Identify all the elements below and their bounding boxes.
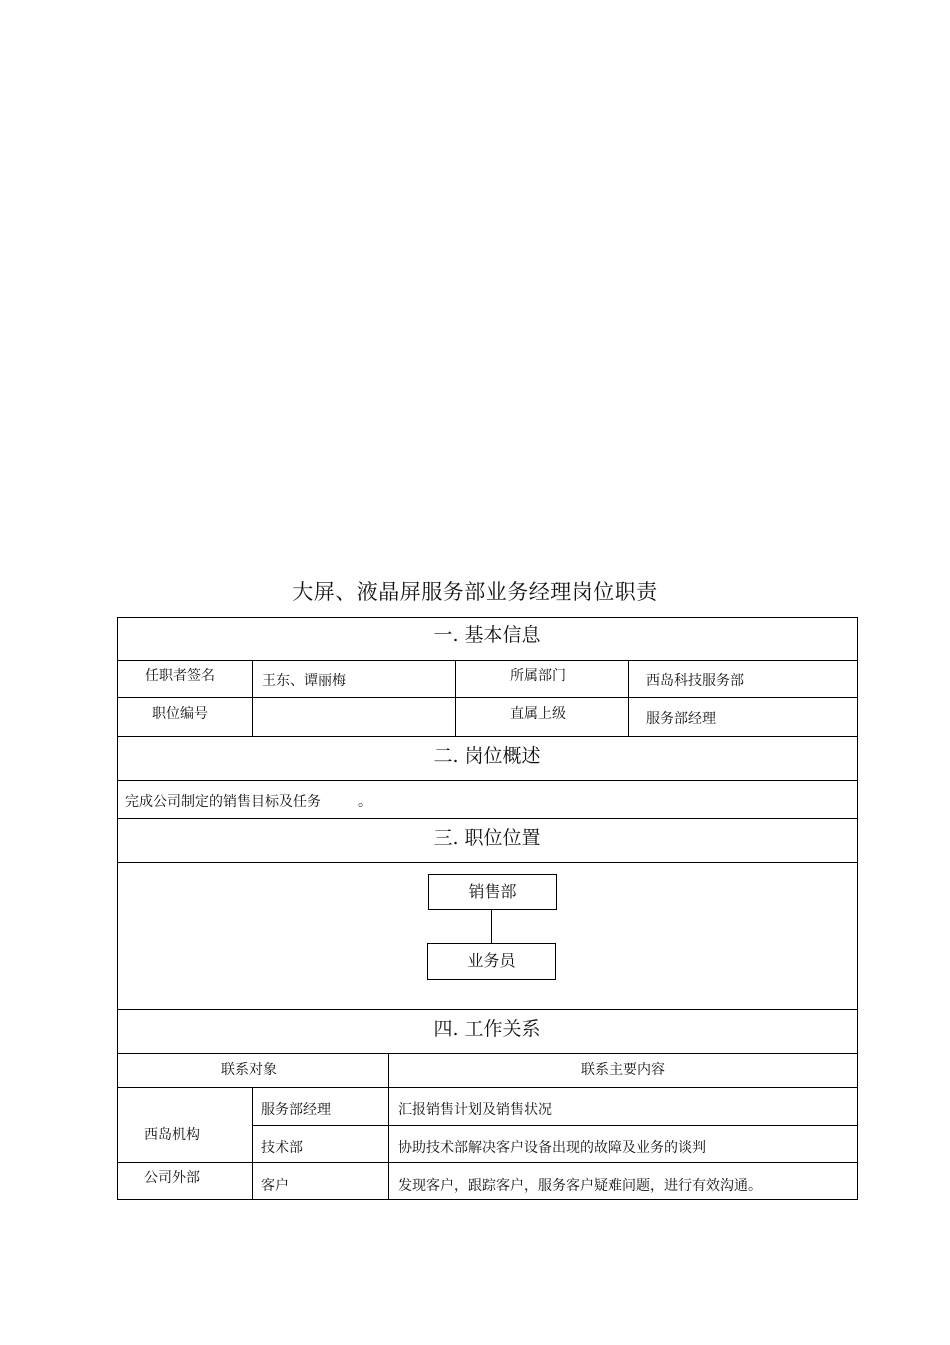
table-rule xyxy=(117,1009,858,1010)
table-rule xyxy=(117,697,858,698)
dept-value: 西岛科技服务部 xyxy=(646,673,744,689)
document-title: 大屏、液晶屏服务部业务经理岗位职责 xyxy=(292,580,658,604)
table-rule xyxy=(117,1053,858,1054)
section-heading-overview: 二. 岗位概述 xyxy=(433,745,541,767)
table-rule xyxy=(252,660,253,737)
relation-content: 协助技术部解决客户设备出现的故障及业务的谈判 xyxy=(398,1140,706,1156)
relation-content: 发现客户，跟踪客户，服务客户疑难问题，进行有效沟通。 xyxy=(398,1178,762,1194)
section-heading-position: 三. 职位位置 xyxy=(433,827,541,849)
superior-value: 服务部经理 xyxy=(646,711,716,727)
org-node-sales-dept: 销售部 xyxy=(428,874,557,910)
table-rule xyxy=(117,1199,858,1200)
org-node-salesperson: 业务员 xyxy=(427,943,556,980)
group-external: 公司外部 xyxy=(144,1170,200,1186)
holder-label: 任职者签名 xyxy=(145,668,215,684)
table-rule xyxy=(117,660,858,661)
relation-object: 服务部经理 xyxy=(261,1102,331,1118)
table-rule xyxy=(117,617,858,618)
dept-label: 所属部门 xyxy=(510,668,566,684)
table-rule xyxy=(252,1087,253,1200)
group-internal: 西岛机构 xyxy=(144,1127,200,1143)
relation-object: 技术部 xyxy=(261,1140,303,1156)
table-rule xyxy=(117,818,858,819)
table-rule xyxy=(117,736,858,737)
table-rule xyxy=(117,1087,858,1088)
table-rule xyxy=(857,617,858,1200)
code-label: 职位编号 xyxy=(152,706,208,722)
table-rule xyxy=(117,1162,858,1163)
org-connector xyxy=(491,909,492,943)
section-heading-relations: 四. 工作关系 xyxy=(433,1018,541,1040)
holder-value: 王东、谭丽梅 xyxy=(262,673,346,689)
table-rule xyxy=(117,862,858,863)
col-header-object: 联系对象 xyxy=(221,1062,277,1078)
relation-content: 汇报销售计划及销售状况 xyxy=(398,1102,552,1118)
relation-object: 客户 xyxy=(261,1178,289,1194)
table-rule xyxy=(253,1125,858,1126)
table-rule xyxy=(628,660,629,737)
col-header-content: 联系主要内容 xyxy=(581,1062,665,1078)
overview-text: 完成公司制定的销售目标及任务 xyxy=(125,794,321,810)
superior-label: 直属上级 xyxy=(510,706,566,722)
table-rule xyxy=(117,780,858,781)
section-heading-basic-info: 一. 基本信息 xyxy=(433,624,541,646)
overview-period: 。 xyxy=(358,794,372,810)
